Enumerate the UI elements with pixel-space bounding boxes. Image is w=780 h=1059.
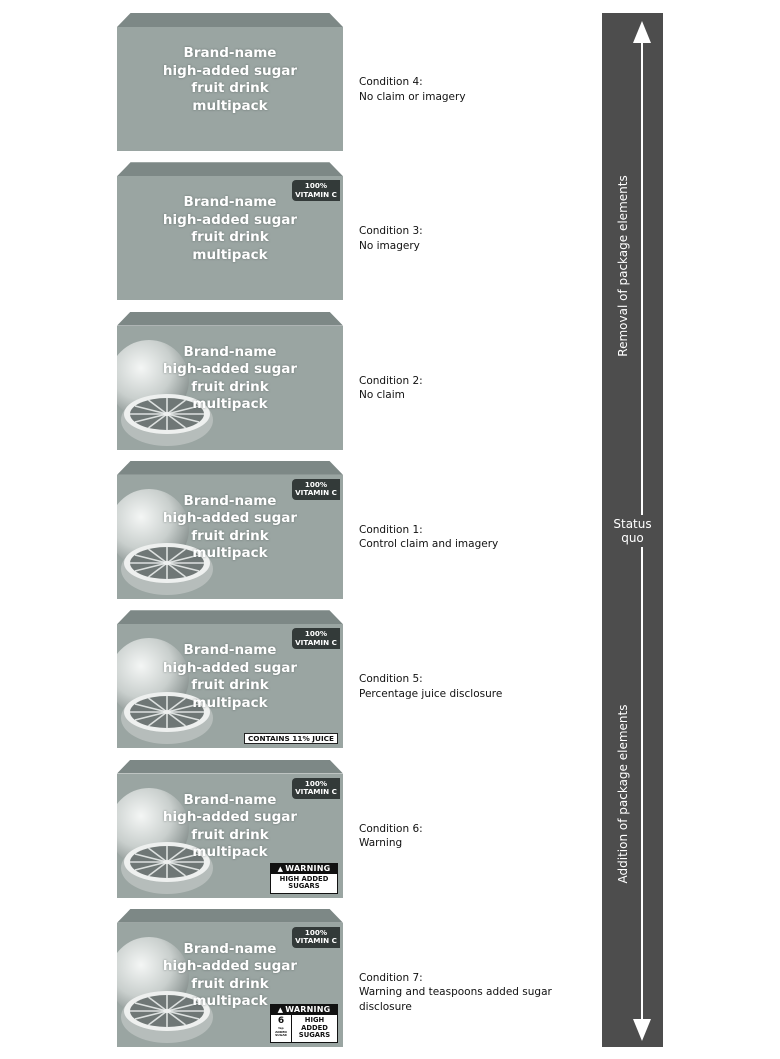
- condition-label: [359, 374, 423, 403]
- brand-text: Brand-name high-added sugar fruit drink multipack: [162, 940, 298, 1010]
- condition-description: No claim or imagery: [359, 90, 466, 103]
- package-top: [117, 312, 343, 326]
- condition-title: Condition 2:: [359, 374, 423, 387]
- brand-text: Brand-name high-added sugar fruit drink multipack: [162, 791, 298, 860]
- vitamin-c-claim-badge: 100% VITAMIN C: [292, 180, 340, 201]
- axis-bar: [602, 13, 663, 1047]
- condition-title: Condition 7:: [359, 971, 423, 984]
- brand-text: Brand-name high-added sugar fruit drink multipack: [162, 194, 298, 263]
- package-illustration: [117, 610, 343, 750]
- condition-title: Condition 4:: [359, 76, 423, 88]
- vitamin-c-claim-badge: 100% VITAMIN C: [292, 778, 340, 799]
- package-front: [117, 326, 343, 450]
- vitamin-c-claim-badge: 100% VITAMIN C: [292, 927, 340, 948]
- condition-label: [359, 971, 600, 1015]
- warning-label: ▲ WARNING HIGH ADDED SUGARS: [270, 863, 338, 894]
- condition-row: [0, 610, 600, 750]
- condition-description: No imagery: [359, 239, 420, 252]
- warning-triangle-icon: ▲: [277, 1006, 284, 1015]
- condition-row: [0, 461, 600, 601]
- package-front: [117, 475, 343, 599]
- condition-description: Warning: [359, 837, 403, 849]
- package-top: [117, 461, 343, 475]
- condition-row: [0, 312, 600, 452]
- package-front: [117, 176, 343, 300]
- condition-label: [359, 75, 466, 104]
- condition-title: Condition 1:: [359, 523, 423, 536]
- package-top: [117, 610, 343, 624]
- package-illustration: [117, 162, 343, 302]
- axis-bottom-label: Addition of package elements: [616, 704, 630, 884]
- condition-row: [0, 13, 600, 153]
- condition-row: [0, 162, 600, 302]
- package-top: [117, 909, 343, 923]
- condition-label: [359, 224, 423, 253]
- brand-text: Brand-name high-added sugar fruit drink multipack: [162, 492, 298, 562]
- condition-description: Control claim and imagery: [359, 538, 499, 551]
- package-front: [117, 923, 343, 1047]
- status-quo-label: Status quo: [602, 515, 663, 547]
- package-illustration: [117, 760, 343, 900]
- axis-top-label: Removal of package elements: [616, 175, 630, 357]
- juice-disclosure-label: CONTAINS 11% JUICE: [244, 733, 338, 744]
- package-front: [117, 27, 343, 151]
- condition-title: Condition 6:: [359, 822, 423, 835]
- condition-label: [359, 822, 423, 851]
- condition-label: [359, 523, 498, 552]
- condition-description: Percentage juice disclosure: [359, 687, 503, 700]
- teaspoons-disclosure: 6 tsp ADDED SUGAR: [271, 1015, 292, 1042]
- package-top: [117, 760, 343, 774]
- vitamin-c-claim-badge: 100% VITAMIN C: [292, 628, 340, 649]
- package-illustration: [117, 13, 343, 153]
- condition-title: Condition 3:: [359, 225, 423, 238]
- condition-label: [359, 672, 502, 701]
- package-front: [117, 774, 343, 898]
- package-illustration: [117, 312, 343, 452]
- package-top: [117, 162, 343, 176]
- brand-text: Brand-name high-added sugar fruit drink multipack: [162, 343, 298, 413]
- package-illustration: [117, 909, 343, 1049]
- warning-teaspoons-label: ▲ WARNING 6 tsp ADDED SUGAR HIGH ADDED SUGARS: [270, 1004, 338, 1043]
- package-front: [117, 624, 343, 748]
- condition-title: Condition 5:: [359, 673, 423, 686]
- brand-text: Brand-name high-added sugar fruit drink multipack: [162, 45, 298, 114]
- vitamin-c-claim-badge: 100% VITAMIN C: [292, 479, 340, 500]
- package-top: [117, 13, 343, 27]
- warning-triangle-icon: ▲: [277, 864, 284, 873]
- package-illustration: [117, 461, 343, 601]
- condition-row: [0, 909, 600, 1049]
- condition-description: Warning and teaspoons added sugar disclosure: [359, 986, 552, 1013]
- condition-description: No claim: [359, 389, 405, 402]
- condition-row: [0, 760, 600, 900]
- brand-text: Brand-name high-added sugar fruit drink multipack: [162, 642, 298, 711]
